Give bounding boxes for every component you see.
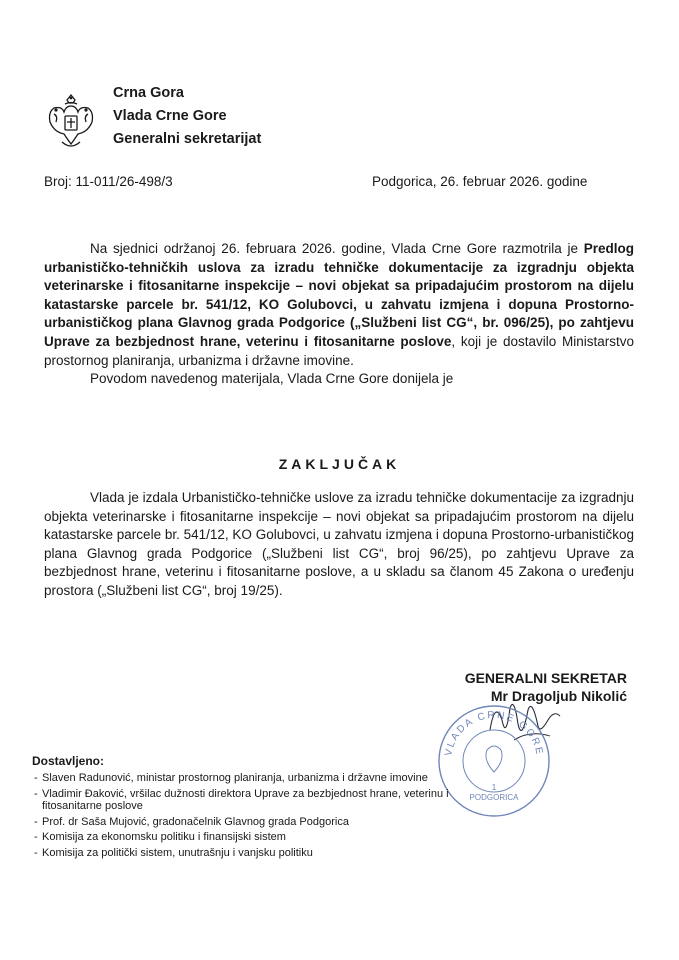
- reference-number: [44, 174, 173, 189]
- signatory-name: Mr Dragoljub Nikolić: [490, 688, 627, 704]
- coat-of-arms-emblem: [44, 92, 98, 152]
- intro-conclusion-line: Povodom navedenog materijala, Vlada Crne Gore donijela je: [90, 371, 454, 387]
- decision-paragraph: [44, 489, 634, 601]
- distribution-title: Dostavljeno:: [32, 754, 105, 768]
- intro-part1: Na sjednici održanoj 26. februara 2026. godine, Vlada Crne Gore razmotrila je: [90, 241, 584, 256]
- intro-part2: , koji je dostavilo Ministarstvo prostornog planiranja, urbanizma i državne imovine.: [44, 333, 634, 368]
- distribution-item: - Prof. dr Saša Mujović, gradonačelnik Glavnog grada Podgorica: [34, 815, 349, 828]
- intro-text: [44, 240, 634, 370]
- stamp-city: PODGORICA: [469, 793, 519, 802]
- distribution-item: - Slaven Radunović, ministar prostornog planiranja, urbanizma i državne imovine: [34, 772, 428, 784]
- decision-text: Vlada je izdala Urbanističko-tehničke uslove za izradu tehničke dokumentacije za izgradnju objekta veterinarske i fitosanitarne inspekcije – novi objekat sa pripadajućim prostorom na dijelu katastarske parcele br. 541/12, KO Golubovci, u zahvatu izmjena i dopuna Prostorno-urbanističkog plana Glavnog grada Podgorice („Službeni list CG“, broj 96/25), po zahtjevu Uprave za bezbjednost hrane, veterinu i fitosanitarne poslove, a u skladu sa članom 45 Zakona o uređenju prostora („Službeni list CG“, broj 19/25).: [44, 490, 634, 598]
- distribution-list: [32, 772, 452, 863]
- decision-title: ZAKLJUČAK: [278, 456, 401, 472]
- government-name: Vlada Crne Gore: [113, 108, 227, 124]
- distribution-item: - Vladimir Đaković, vršilac dužnosti direktora Uprave za bezbjednost hrane, veterinu i fitosanitarne poslove: [34, 787, 449, 813]
- reference-label: Broj:: [44, 174, 72, 189]
- official-stamp: [435, 702, 553, 820]
- place-date: Podgorica, 26. februar 2026. godine: [372, 174, 588, 189]
- distribution-item: - Komisija za politički sistem, unutrašnju i vanjsku politiku: [34, 846, 313, 859]
- stamp-number: 1: [491, 783, 497, 792]
- signatory-role: GENERALNI SEKRETAR: [464, 670, 627, 686]
- stamp-arc-text: VLADA CRNE GORE: [443, 709, 545, 758]
- reference-value: 11-011/26-498/3: [75, 174, 173, 189]
- country-name: Crna Gora: [113, 85, 184, 101]
- department-name: Generalni sekretarijat: [113, 131, 262, 147]
- distribution-item: - Komisija za ekonomsku politiku i finansijski sistem: [34, 831, 286, 844]
- intro-paragraph: [44, 240, 634, 389]
- intro-subject-bold: Predlog urbanističko-tehničkih uslova za izradu tehničke dokumentacije za izgradnju objekta veterinarske i fitosanitarne inspekcije – novi objekat sa pripadajućim prostorom na dijelu katastarske parcele br. 541/12, KO Golubovci, u zahvatu izmjena i dopuna Prostorno-urbanističkog plana Glavnog grada Podgorice („Službeni list CG“, br. 096/25), po zahtjevu Uprave za bezbjednost hrane, veterinu i fitosanitarne poslove: [44, 241, 634, 349]
